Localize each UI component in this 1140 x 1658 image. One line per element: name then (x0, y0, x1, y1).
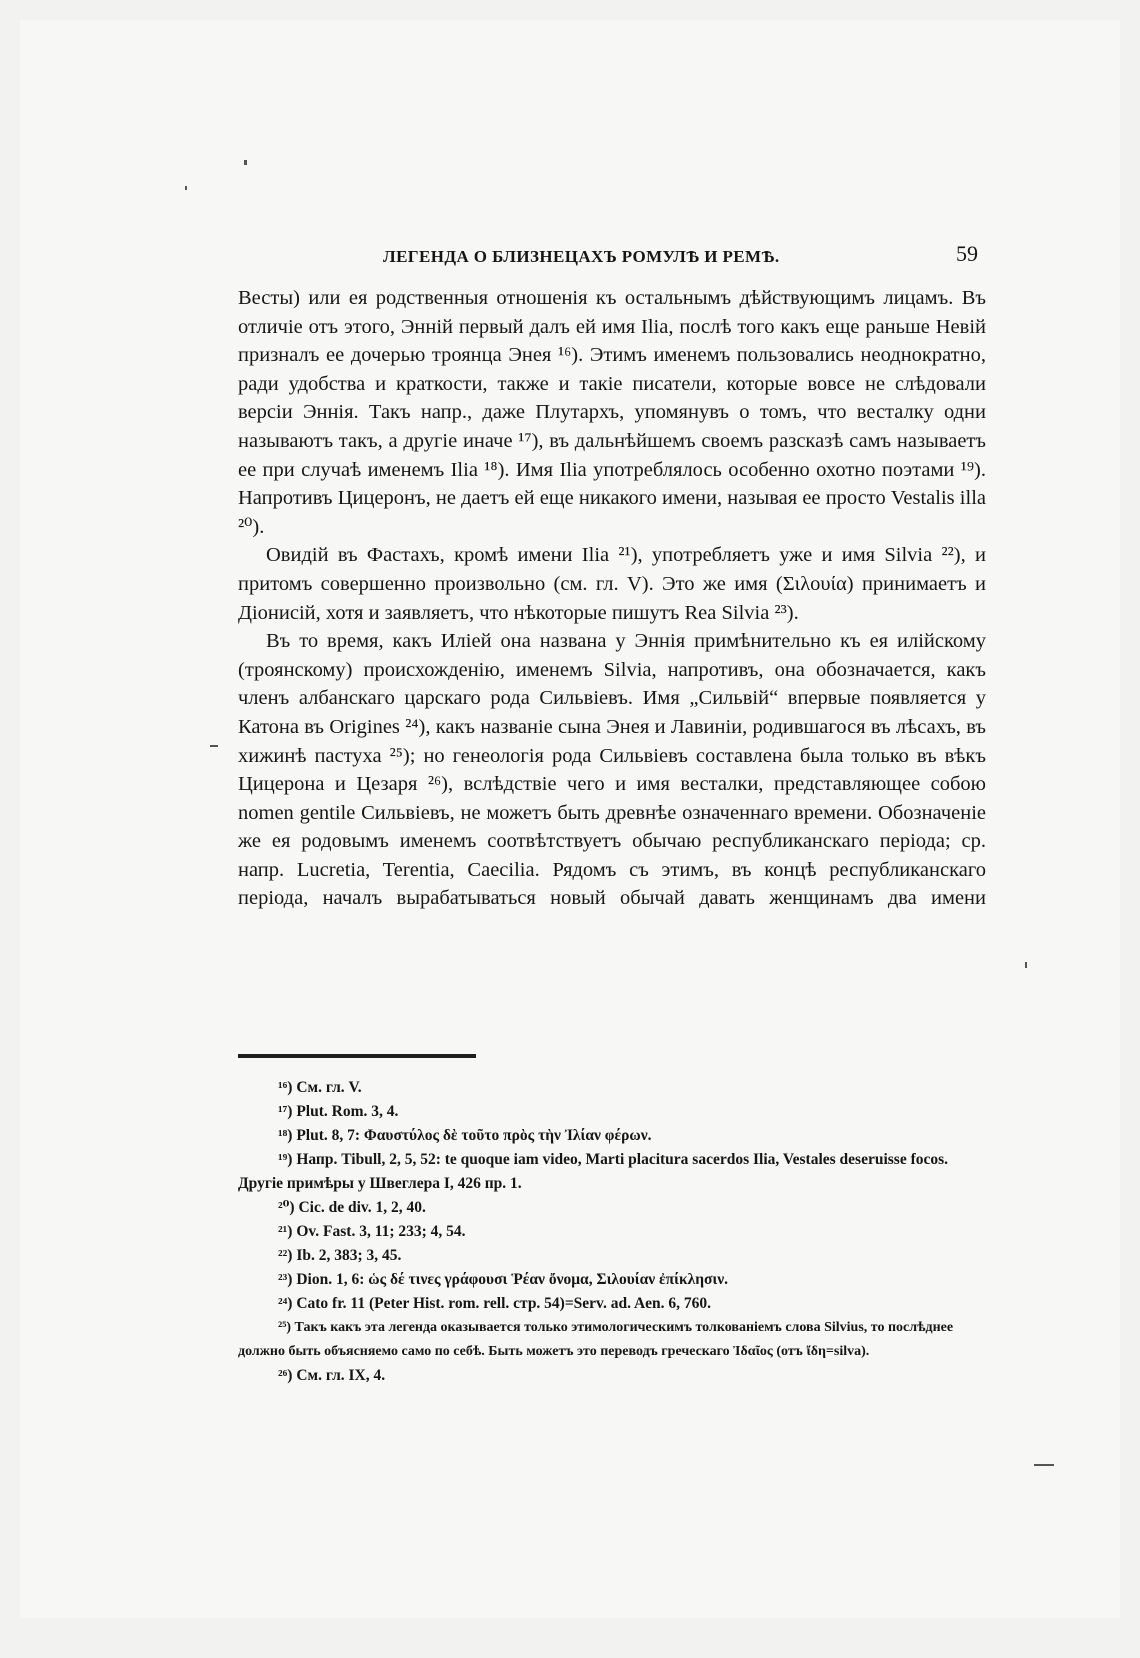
scan-mark (1025, 962, 1027, 968)
footnote: ¹⁸) Plut. 8, 7: Φαυστύλος δὲ τοῦτο πρὸς τὴν Ἰλίαν φέρων. (278, 1127, 652, 1144)
footnote: ²⁶) См. гл. IX, 4. (278, 1367, 386, 1384)
footnote: ²⁴) Cato fr. 11 (Peter Hist. rom. rell. стр. 54)=Serv. ad. Aen. 6, 760. (278, 1295, 712, 1312)
paragraph: Въ то время, какъ Иліей она названа у Эннія примѣнительно къ ея илійскому (троянскому) происхожденію, именемъ Silvia, напротивъ, она обозначается, какъ членъ албанскаго царскаго рода Сильвіевъ. Имя „Сильвій“ впервые появляется у Катона въ Origines ²⁴), какъ названіе сына Энея и Лавиніи, родившагося въ лѣсахъ, въ хижинѣ пастуха ²⁵); но генеологія рода Сильвіевъ составлена была только въ вѣкъ Цицерона и Цезаря ²⁶), вслѣдствіе чего и имя весталки, представляющее собою nomen gentile Сильвіевъ, не можетъ быть древнѣе означеннаго времени. Обозначеніе же ея родовымъ именемъ соотвѣтствуетъ обычаю республиканскаго періода; ср. напр. Lucretia, Terentia, Caecilia. Рядомъ съ этимъ, въ концѣ республиканскаго періода, началъ вырабатываться новый обычай давать женщинамъ два имени (238, 630, 986, 910)
footnote: ²⁰) Cic. de div. 1, 2, 40. (278, 1199, 426, 1216)
scan-mark (244, 160, 247, 165)
main-text (238, 284, 986, 913)
footnote: ¹⁷) Plut. Rom. 3, 4. (278, 1103, 399, 1120)
footnote: ²⁵) Такъ какъ эта легенда оказывается только этимологическимъ толкованіемъ слова Silvius, то послѣднее должно быть объясняемо само по себѣ. Быть можетъ это переводъ греческаго Ἰδαῖος (отъ ἴδη=silva). (238, 1320, 954, 1359)
footnote-separator (238, 1054, 476, 1058)
paragraph: Весты) или ея родственныя отношенія къ остальнымъ дѣйствующимъ лицамъ. Въ отличіе отъ этого, Энній первый далъ ей имя Ilia, послѣ того какъ еще раньше Невій призналъ ее дочерью троянца Энея ¹⁶). Этимъ именемъ пользовались неоднократно, ради удобства и краткости, также и такіе писатели, которые вовсе не слѣдовали версіи Эннія. Такъ напр., даже Плутархъ, упомянувъ о томъ, что весталку одни называютъ такъ, а другіе иначе ¹⁷), въ дальнѣйшемъ своемъ разсказѣ самъ называетъ ее при случаѣ именемъ Ilia ¹⁸). Имя Ilia употреблялось особенно охотно поэтами ¹⁹). Напротивъ Цицеронъ, не даетъ ей еще никакого имени, называя ее просто Vestalis illa ²⁰). (238, 287, 986, 538)
footnote: ²²) Ib. 2, 383; 3, 45. (278, 1247, 402, 1264)
paragraph: Овидій въ Фастахъ, кромѣ имени Ilia ²¹), употребляетъ уже и имя Silvia ²²), и притомъ совершенно произвольно (см. гл. V). Это же имя (Σιλουία) принимаетъ и Діонисій, хотя и заявляетъ, что нѣкоторые пишутъ Rea Silvia ²³). (238, 544, 986, 624)
footnote: ¹⁶) См. гл. V. (278, 1079, 362, 1096)
footnote: ²³) Dion. 1, 6: ὡς δέ τινες γράφουσι Ῥέαν ὄνομα, Σιλουίαν ἐπίκλησιν. (278, 1271, 729, 1288)
footnote: ²¹) Ov. Fast. 3, 11; 233; 4, 54. (278, 1223, 466, 1240)
running-title: ЛЕГЕНДА О БЛИЗНЕЦАХЪ РОМУЛѢ И РЕМѢ. (383, 247, 780, 266)
page-header (238, 241, 978, 271)
footnotes (238, 1076, 986, 1388)
book-page (20, 20, 1120, 1618)
scan-mark (185, 186, 187, 190)
page-number: 59 (956, 241, 978, 266)
scan-mark (210, 745, 218, 747)
footnote: ¹⁹) Напр. Tibull, 2, 5, 52: te quoque iam video, Marti placitura sacerdos Ilia, Vestales deseruisse focos. Другіе примѣры у Швеглера I, 426 пр. 1. (238, 1151, 949, 1192)
scan-mark (1034, 1464, 1054, 1466)
